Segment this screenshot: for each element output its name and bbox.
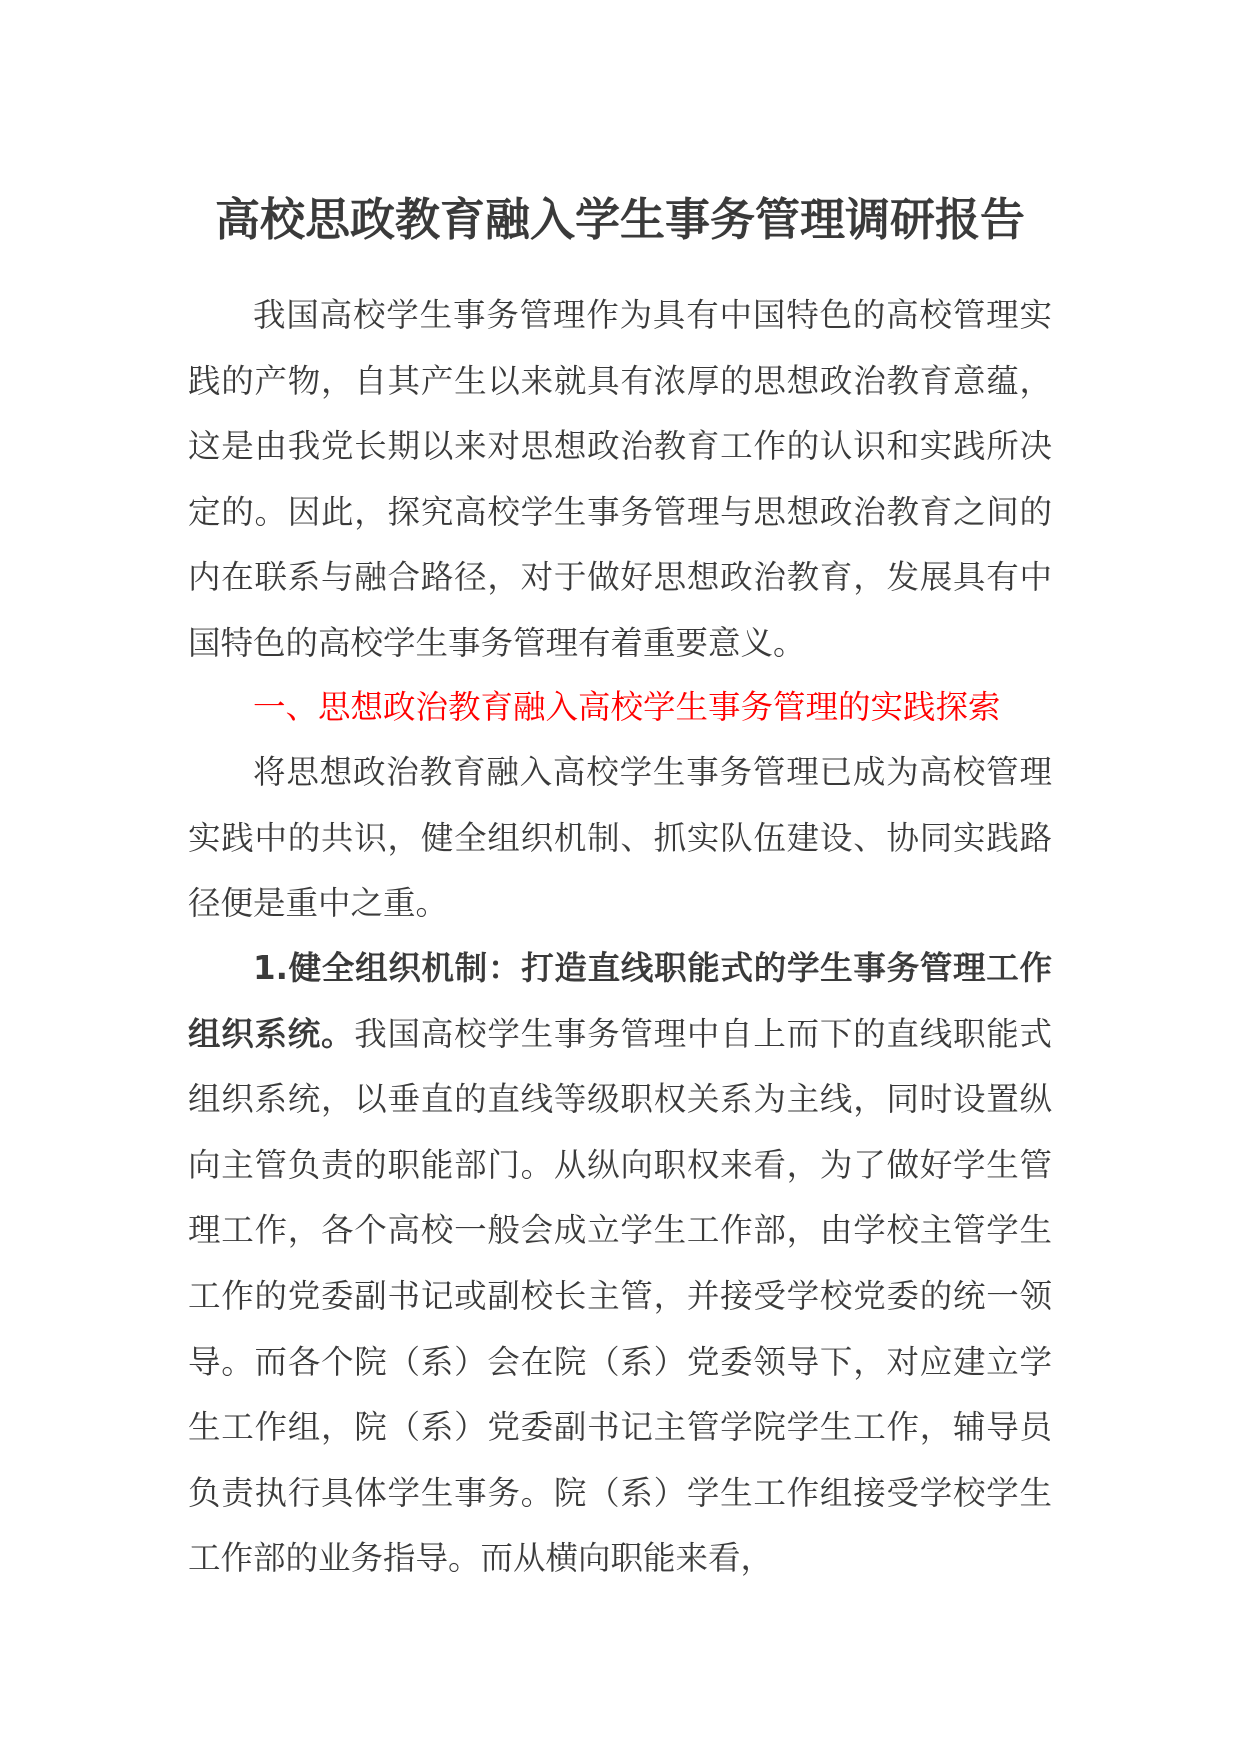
paragraph-section1-intro [188,740,1052,937]
paragraph-section1-intro-text: 将思想政治教育融入高校学生事务管理已成为高校管理实践中的共识，健全组织机制、抓实队伍建设、协同实践路径便是重中之重。 [188,753,1052,923]
document-title: 高校思政教育融入学生事务管理调研报告 [214,193,1025,246]
paragraph-item-1-wrapper [188,936,1052,1592]
paragraph-item-1 [188,936,1052,1592]
paragraph-intro [188,283,1052,677]
section-heading-1 [188,675,1052,741]
paragraph-intro-text: 我国高校学生事务管理作为具有中国特色的高校管理实践的产物，自其产生以来就具有浓厚的思想政治教育意蕴，这是由我党长期以来对思想政治教育工作的认识和实践所决定的。因此，探究高校学生事务管理与思想政治教育之间的内在联系与融合路径，对于做好思想政治教育，发展具有中国特色的高校学生事务管理有着重要意义。 [188,296,1052,662]
item-1-body: 我国高校学生事务管理中自上而下的直线职能式组织系统，以垂直的直线等级职权关系为主线，同时设置纵向主管负责的职能部门。从纵向职权来看，为了做好学生管理工作，各个高校一般会成立学生工作部，由学校主管学生工作的党委副书记或副校长主管，并接受学校党委的统一领导。而各个院（系）会在院（系）党委领导下，对应建立学生工作组，院（系）党委副书记主管学院学生工作，辅导员负责执行具体学生事务。院（系）学生工作组接受学校学生工作部的业务指导。而从横向职能来看， [188,1014,1052,1578]
item-1-lead: 1.健全组织机制：打造直线职能式的学生事务管理工作组织系统。 [188,949,1052,1053]
section-heading-1-text: 一、思想政治教育融入高校学生事务管理的实践探索 [253,688,1001,726]
